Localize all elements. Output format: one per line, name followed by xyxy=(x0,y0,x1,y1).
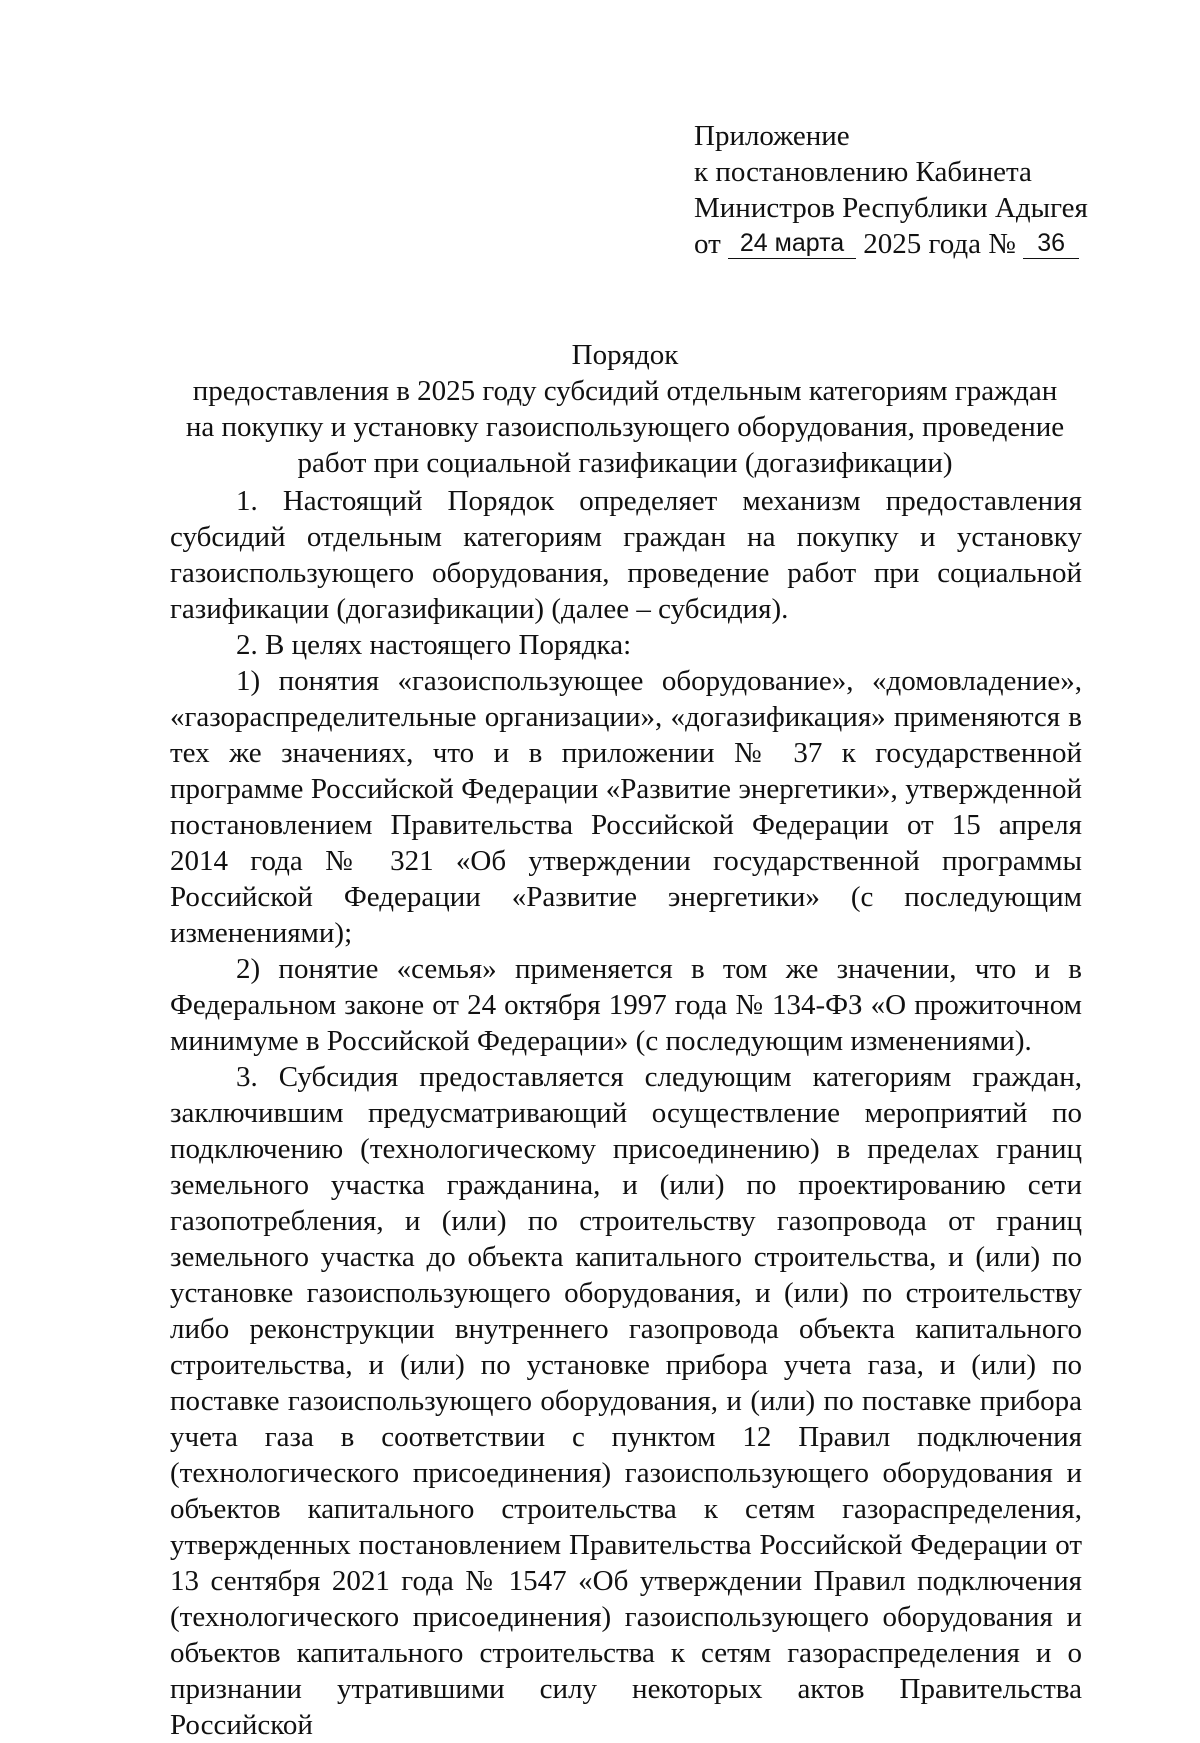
paragraph-2-1: 1) понятия «газоиспользующее оборудование», «домовладение», «газораспределительные организации», «догазификация» применяются в тех же значениях, что и в приложении № 37 к государственной программе Российской Федерации «Развитие энергетики», утвержденной постановлением Правительства Российской Федерации от 15 апреля 2014 года № 321 «Об утверждении государственной программы Российской Федерации «Развитие энергетики» (с последующим изменениями); xyxy=(170,665,1082,949)
paragraph-3: 3. Субсидия предоставляется следующим категориям граждан, заключившим предусматривающий осуществление мероприятий по подключению (технологическому присоединению) в пределах границ земельного участка гражданина, и (или) по проектированию сети газопотребления, и (или) по строительству газопровода от границ земельного участка до объекта капитального строительства, и (или) по установке газоиспользующего оборудования, и (или) по строительству либо реконструкции внутреннего газопровода объекта капитального строительства, и (или) по установке прибора учета газа, и (или) по поставке газоиспользующего оборудования, и (или) по поставке прибора учета газа в соответствии с пунктом 12 Правил подключения (технологического присоединения) газоиспользующего оборудования и объектов капитального строительства к сетям газораспределения, утвержденных постановлением Правительства Российской Федерации от 13 сентября 2021 года № 1547 «Об утверждении Правил подключения (технологического присоединения) газоиспользующего оборудования и объектов капитального строительства к сетям газораспределения и о признании утратившими силу некоторых актов Правительства Российской xyxy=(170,1061,1082,1741)
date-year: 2025 года № xyxy=(863,228,1016,260)
appendix-cabinet: Кабинета xyxy=(915,156,1032,188)
appendix-label: Приложение xyxy=(694,120,850,152)
paragraph-2: 2. В целях настоящего Порядка: xyxy=(236,629,632,661)
appendix-date-line xyxy=(694,226,1084,262)
appendix-resolution: постановлению xyxy=(715,156,909,188)
date-prefix: от xyxy=(694,228,721,260)
handwritten-date: 24 марта xyxy=(728,228,856,259)
appendix-header xyxy=(694,118,1088,262)
handwritten-number: 36 xyxy=(1023,228,1079,259)
appendix-resolution-line xyxy=(694,154,1084,190)
paragraph-1: 1. Настоящий Порядок определяет механизм предоставления субсидий отдельным категориям граждан на покупку и установку газоиспользующего оборудования, проведение работ при социальной газификации (догазификации) (далее – субсидия). xyxy=(170,485,1082,625)
appendix-ministers: Министров Республики Адыгея xyxy=(694,192,1088,224)
title-line-1: предоставления в 2025 году субсидий отдельным категориям граждан xyxy=(192,375,1058,407)
title-line-3: работ при социальной газификации (догазификации) xyxy=(297,447,953,479)
title-line-2: на покупку и установку газоиспользующего оборудования, проведение xyxy=(185,411,1065,443)
paragraph-2-2: 2) понятие «семья» применяется в том же значении, что и в Федеральном законе от 24 октября 1997 года № 134-ФЗ «О прожиточном минимуме в Российской Федерации» (с последующим изменениями). xyxy=(170,953,1082,1057)
document-body xyxy=(170,483,1082,1743)
appendix-k: к xyxy=(694,156,709,188)
title-heading: Порядок xyxy=(571,339,679,371)
document-title xyxy=(160,337,1090,481)
